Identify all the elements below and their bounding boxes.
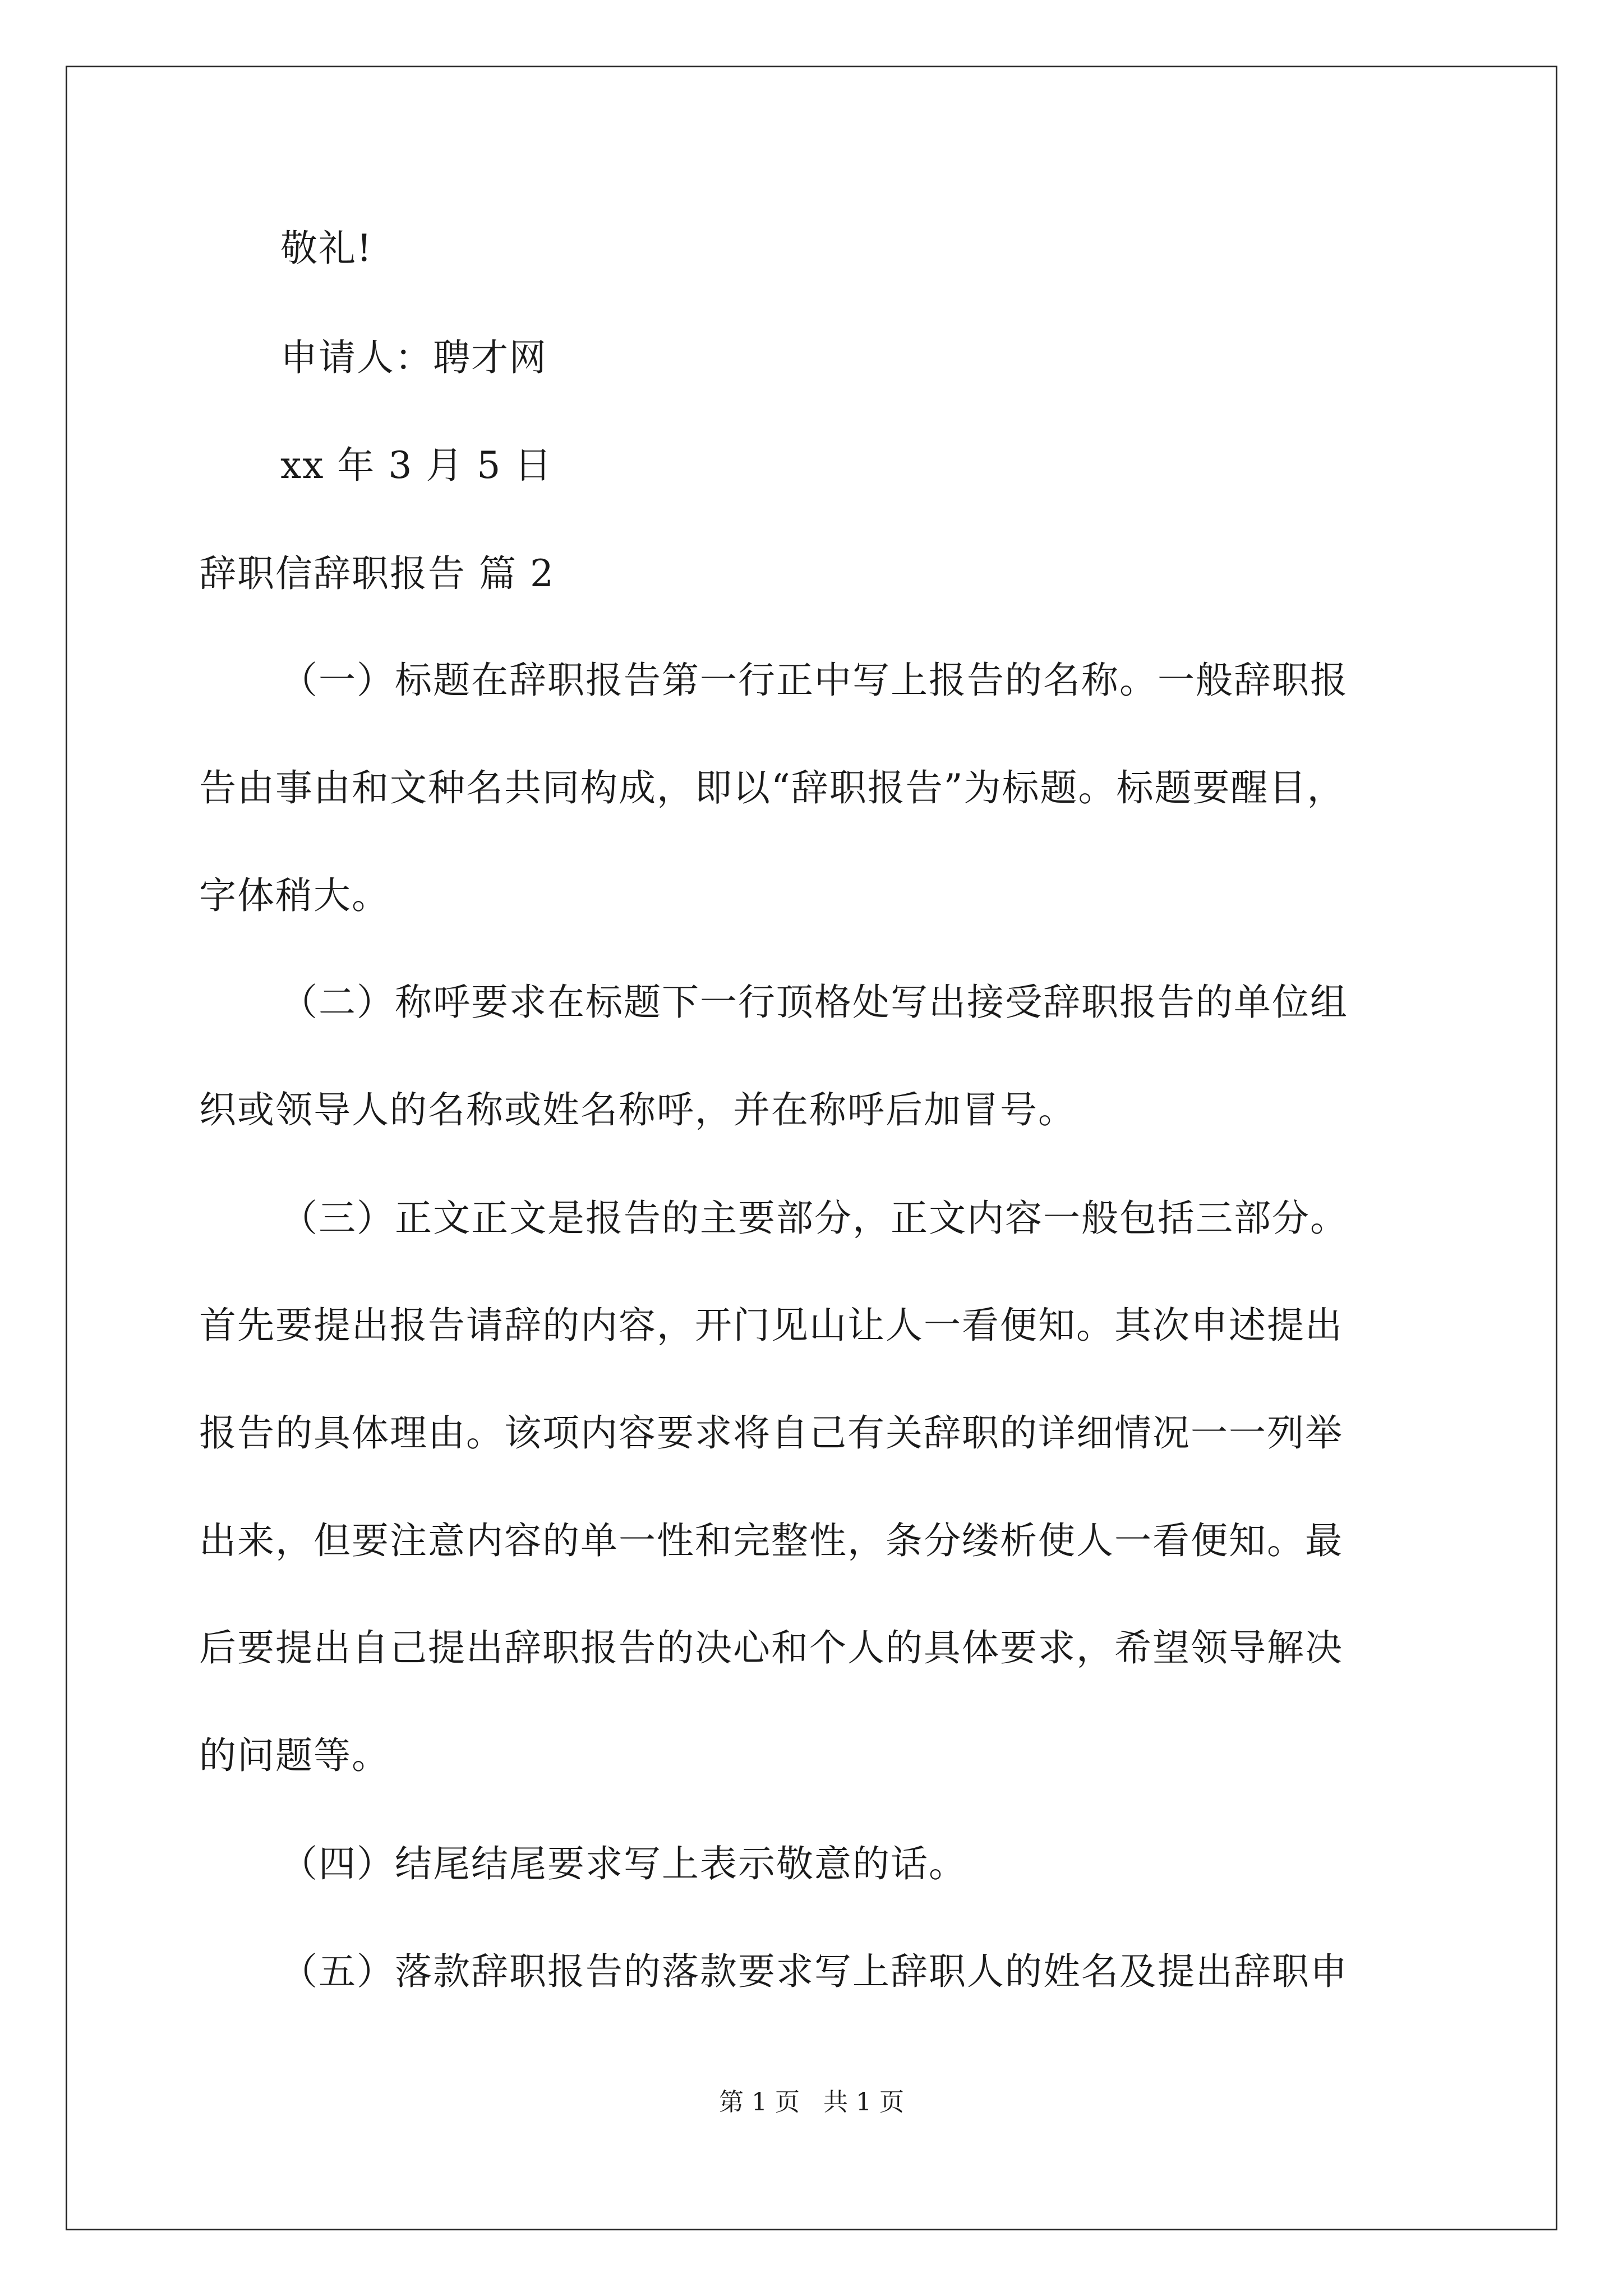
section-title: 辞职信辞职报告 篇 2 <box>199 552 555 595</box>
page-number-footer: 第 1 页 共 1 页 <box>719 2088 904 2116</box>
body-line: 织或领导人的名称或姓名称呼，并在称呼后加冒号。 <box>199 1088 1076 1131</box>
body-line: （三）正文正文是报告的主要部分，正文内容一般包括三部分。 <box>280 1197 1348 1240</box>
body-line: 后要提出自己提出辞职报告的决心和个人的具体要求，希望领导解决 <box>199 1626 1343 1669</box>
body-line: （四）结尾结尾要求写上表示敬意的话。 <box>280 1842 967 1885</box>
body-line: 字体稍大。 <box>199 874 390 917</box>
body-line: 首先要提出报告请辞的内容，开门见山让人一看便知。其次申述提出 <box>199 1304 1343 1347</box>
body-line: 告由事由和文种名共同构成，即以“辞职报告”为标题。标题要醒目， <box>199 766 1345 809</box>
closing-line: 敬礼! <box>280 227 373 270</box>
body-line: 报告的具体理由。该项内容要求将自己有关辞职的详细情况一一列举 <box>199 1411 1343 1455</box>
body-line: （二）称呼要求在标题下一行顶格处写出接受辞职报告的单位组 <box>280 981 1348 1024</box>
body-line: 出来，但要注意内容的单一性和完整性，条分缕析使人一看便知。最 <box>199 1519 1343 1562</box>
date-line: xx 年 3 月 5 日 <box>280 444 553 487</box>
signature-line: 申请人：聘才网 <box>280 336 547 379</box>
page-border <box>66 66 1557 2230</box>
body-line: 的问题等。 <box>199 1734 390 1777</box>
body-line: （一）标题在辞职报告第一行正中写上报告的名称。一般辞职报 <box>280 659 1348 702</box>
body-line: （五）落款辞职报告的落款要求写上辞职人的姓名及提出辞职申 <box>280 1950 1348 1993</box>
